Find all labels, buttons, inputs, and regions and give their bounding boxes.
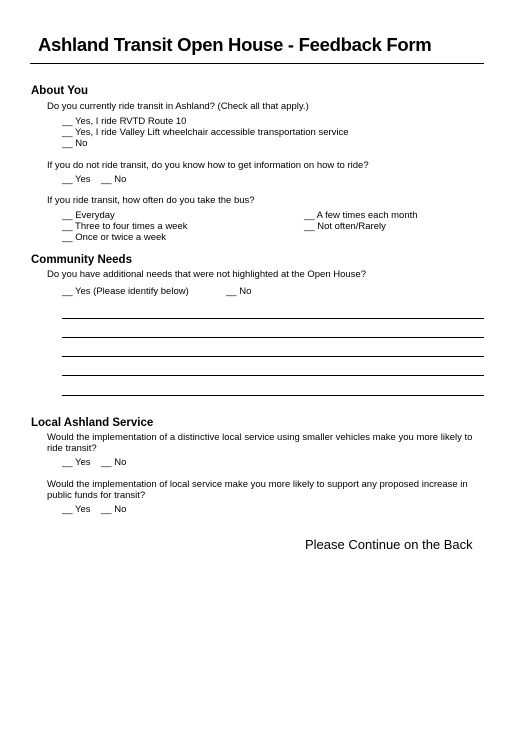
form-title: Ashland Transit Open House - Feedback Form: [38, 34, 432, 55]
option-distinctive-no[interactable]: __ No: [101, 457, 127, 468]
option-needs-yes[interactable]: __ Yes (Please identify below): [62, 286, 189, 297]
section-heading-about-you: About You: [31, 85, 89, 97]
option-few-times-month[interactable]: __ A few times each month: [304, 210, 418, 221]
section-heading-local-service: Local Ashland Service: [31, 417, 154, 429]
write-in-line-5[interactable]: [62, 395, 484, 396]
question-distinctive-service: Would the implementation of a distinctive local service using smaller vehicles make you more likely to: [47, 432, 473, 443]
question-public-funds: Would the implementation of local service make you more likely to support any proposed increase in: [47, 479, 468, 490]
question-additional-needs: Do you have additional needs that were not highlighted at the Open House?: [47, 269, 367, 280]
option-once-twice-week[interactable]: __ Once or twice a week: [62, 232, 167, 243]
option-everyday[interactable]: __ Everyday: [62, 210, 115, 221]
option-funds-yes[interactable]: __ Yes: [62, 504, 91, 515]
option-three-four-week[interactable]: __ Three to four times a week: [62, 221, 188, 232]
option-needs-no[interactable]: __ No: [226, 286, 252, 297]
question-know-info: If you do not ride transit, do you know how to get information on how to ride?: [47, 160, 369, 171]
option-distinctive-yes[interactable]: __ Yes: [62, 457, 91, 468]
question-public-funds-cont: public funds for transit?: [47, 490, 146, 501]
option-info-yes[interactable]: __ Yes: [62, 174, 91, 185]
title-divider: [30, 63, 484, 64]
write-in-line-3[interactable]: [62, 356, 484, 357]
option-ride-no[interactable]: __ No: [62, 138, 88, 149]
option-rvtd-route-10[interactable]: __ Yes, I ride RVTD Route 10: [62, 116, 187, 127]
question-how-often: If you ride transit, how often do you take the bus?: [47, 195, 255, 206]
write-in-line-1[interactable]: [62, 318, 484, 319]
section-heading-community-needs: Community Needs: [31, 254, 132, 266]
option-funds-no[interactable]: __ No: [101, 504, 127, 515]
option-info-no[interactable]: __ No: [101, 174, 127, 185]
question-ride-transit: Do you currently ride transit in Ashland? (Check all that apply.): [47, 101, 309, 112]
write-in-line-2[interactable]: [62, 337, 484, 338]
write-in-line-4[interactable]: [62, 375, 484, 376]
option-valley-lift[interactable]: __ Yes, I ride Valley Lift wheelchair accessible transportation service: [62, 127, 349, 138]
option-not-often[interactable]: __ Not often/Rarely: [304, 221, 386, 232]
continue-on-back-note: Please Continue on the Back: [305, 537, 473, 552]
question-distinctive-service-cont: ride transit?: [47, 443, 97, 454]
